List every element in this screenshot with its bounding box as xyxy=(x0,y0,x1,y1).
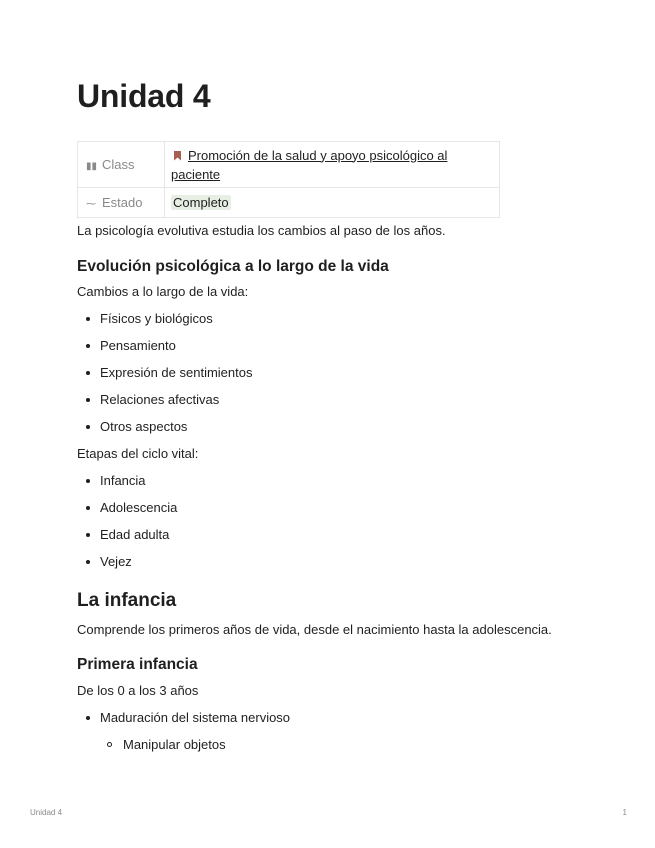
property-value-estado xyxy=(165,188,500,218)
list-item: Físicos y biológicos xyxy=(77,310,252,337)
intro-paragraph: La psicología evolutiva estudia los cambios al paso de los años. xyxy=(77,223,446,238)
book-icon: ▮▮ xyxy=(86,161,98,172)
primera-infancia-list xyxy=(77,709,290,763)
list-item: Adolescencia xyxy=(77,499,177,526)
etapas-list xyxy=(77,472,177,580)
infancia-paragraph: Comprende los primeros años de vida, desde el nacimiento hasta la adolescencia. xyxy=(77,622,552,637)
status-spinner-icon: ⁓ xyxy=(86,199,96,210)
status-badge: Completo xyxy=(173,195,229,210)
class-label: Class xyxy=(102,157,135,172)
class-link[interactable]: Promoción de la salud y apoyo psicológico al paciente xyxy=(171,147,448,182)
footer-page-number: 1 xyxy=(622,808,627,817)
list-item: Expresión de sentimientos xyxy=(77,364,252,391)
cambios-intro: Cambios a lo largo de la vida: xyxy=(77,284,249,299)
property-value-class xyxy=(165,142,500,188)
list-item: Infancia xyxy=(77,472,177,499)
etapas-intro: Etapas del ciclo vital: xyxy=(77,446,199,461)
estado-label: Estado xyxy=(102,195,143,210)
section-heading-infancia: La infancia xyxy=(77,590,177,611)
property-key-estado xyxy=(78,188,165,218)
page-title: Unidad 4 xyxy=(77,78,211,114)
subsection-heading-primera-infancia: Primera infancia xyxy=(77,656,198,673)
section-heading-evolucion: Evolución psicológica a lo largo de la vida xyxy=(77,258,389,275)
nested-list-item: Manipular objetos xyxy=(77,736,290,763)
list-item: Vejez xyxy=(77,553,177,580)
bookmark-icon xyxy=(174,151,181,161)
list-item: Otros aspectos xyxy=(77,418,252,445)
list-item: Edad adulta xyxy=(77,526,177,553)
properties-table xyxy=(77,141,500,218)
list-item: Maduración del sistema nervioso xyxy=(77,709,290,736)
property-row-estado xyxy=(78,188,500,218)
cambios-list xyxy=(77,310,252,445)
property-key-class xyxy=(78,142,165,188)
property-row-class xyxy=(78,142,500,188)
primera-infancia-paragraph: De los 0 a los 3 años xyxy=(77,683,199,698)
list-item: Relaciones afectivas xyxy=(77,391,252,418)
list-item: Pensamiento xyxy=(77,337,252,364)
footer-title: Unidad 4 xyxy=(30,808,63,817)
